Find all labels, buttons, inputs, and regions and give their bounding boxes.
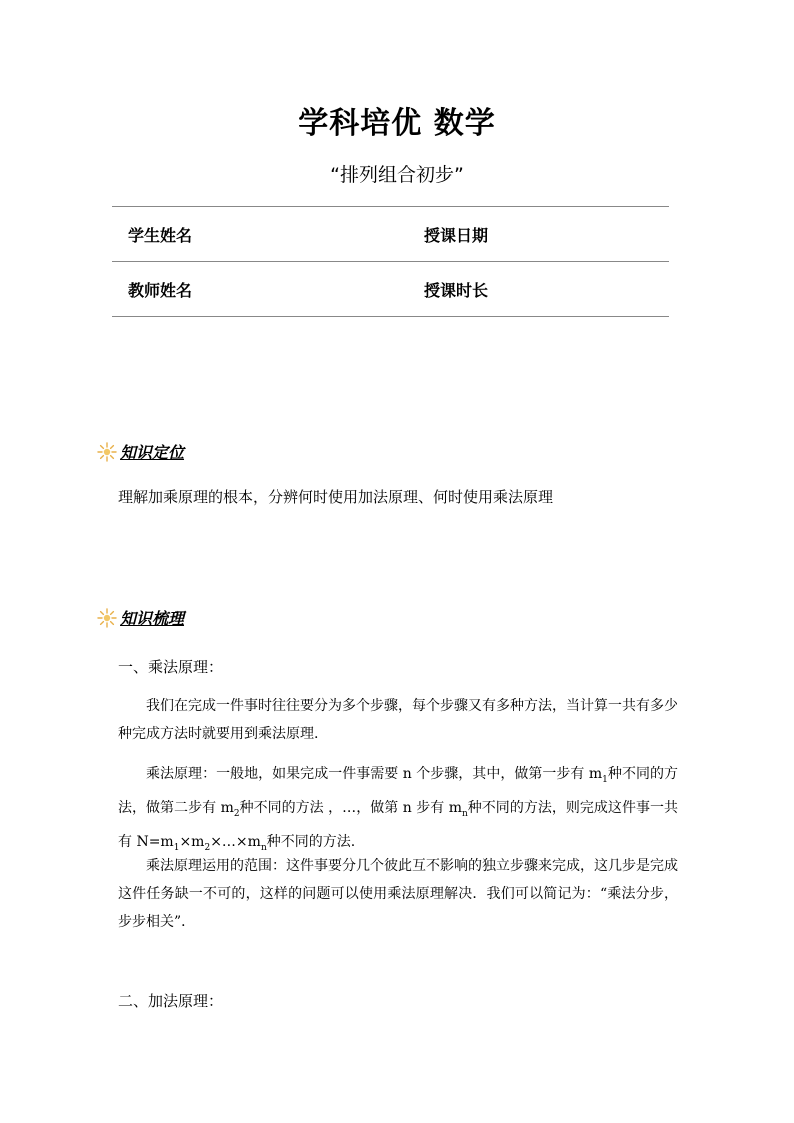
- subscript: 1: [173, 842, 180, 853]
- info-row: [112, 262, 669, 317]
- sun-icon: [96, 441, 118, 463]
- text-run: 种不同的方法，做第二步有 m: [118, 766, 678, 816]
- subsection-title: 二、加法原理：: [118, 992, 224, 1010]
- section-heading: 知识梳理: [120, 609, 185, 628]
- text-run: 种不同的方法，则完成这件事一共有 N=m: [118, 799, 678, 850]
- teacher-name-label: 教师姓名: [112, 262, 424, 317]
- duration-label: 授课时长: [424, 262, 669, 317]
- paragraph: 我们在完成一件事时往往要分为多个步骤，每个步骤又有多种方法，当计算一共有多少种完成方法时就要用到乘法原理.: [118, 698, 678, 742]
- info-table: [112, 206, 669, 317]
- text-run: 种不同的方法 ，…，做第 n 步有 m: [239, 799, 462, 816]
- subscript: 1: [602, 774, 608, 785]
- subscript: n: [461, 808, 468, 819]
- date-label: 授课日期: [424, 207, 669, 262]
- paragraph: [118, 760, 678, 861]
- subscript: 2: [233, 808, 240, 819]
- subsection-title: 一、乘法原理：: [118, 658, 224, 676]
- text-run: 乘法原理：一般地，如果完成一件事需要 n 个步骤，其中，做第一步有 m: [146, 766, 603, 782]
- sun-icon: [96, 607, 118, 629]
- student-name-label: 学生姓名: [112, 207, 424, 262]
- section-knowledge-review: [96, 606, 184, 629]
- page-subtitle: “排列组合初步”: [330, 164, 464, 186]
- subscript: n: [260, 842, 267, 853]
- paragraph: 乘法原理运用的范围：这件事要分几个彼此互不影响的独立步骤来完成，这几步是完成这件任务缺一不可的，这样的问题可以使用乘法原理解决．我们可以简记为：“乘法分步，步步相关”．: [118, 858, 678, 930]
- page-title: 学科培优 数学: [298, 106, 496, 141]
- text-run: ×…×m: [210, 833, 261, 850]
- subscript: 2: [204, 842, 211, 853]
- section-heading: 知识定位: [120, 443, 185, 462]
- text-run: 种不同的方法.: [266, 833, 356, 850]
- text-run: ×m: [179, 833, 205, 850]
- info-row: [112, 207, 669, 262]
- section-knowledge-positioning: [96, 440, 184, 463]
- section-text: 理解加乘原理的根本，分辨何时使用加法原理、何时使用乘法原理: [118, 488, 554, 506]
